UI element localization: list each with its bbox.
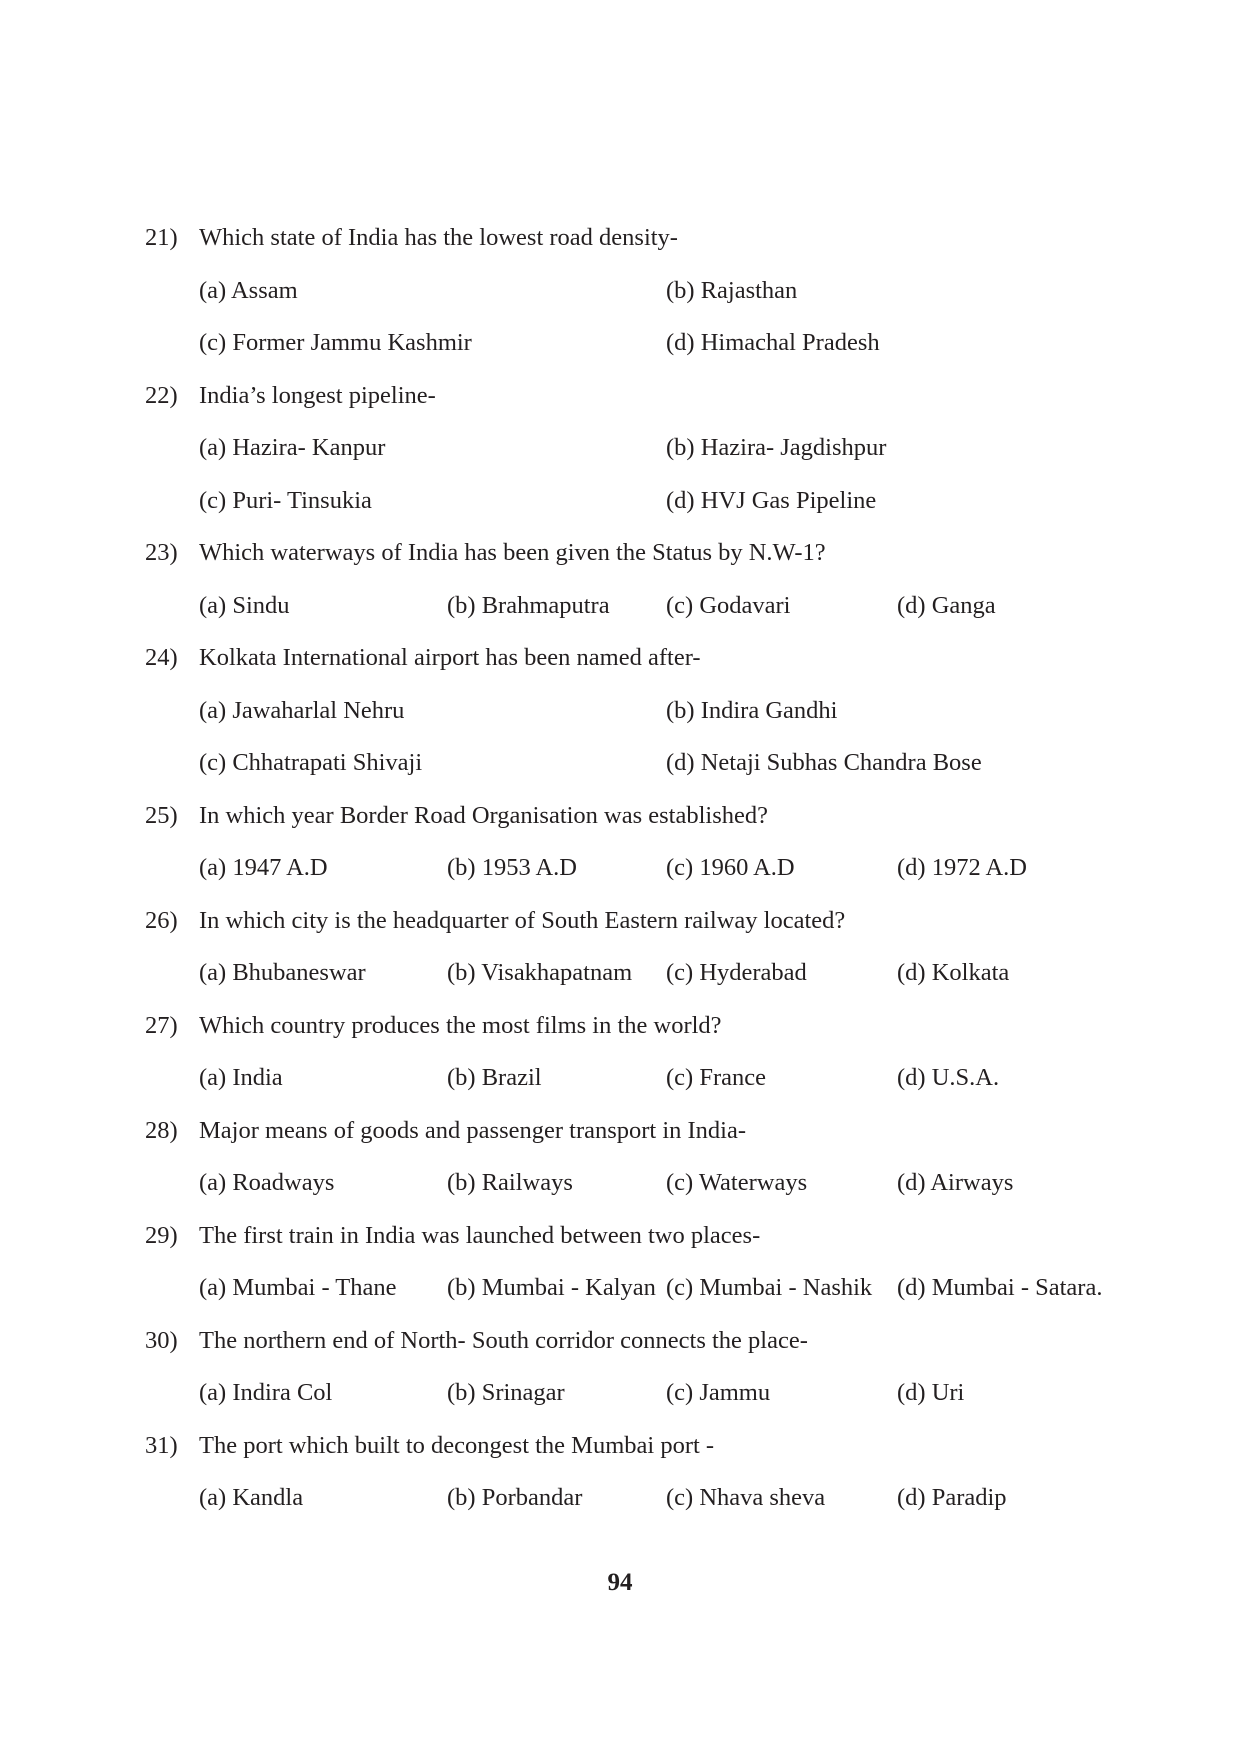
answer-option: (a) Assam <box>199 276 298 304</box>
question-number: 25) <box>145 801 178 829</box>
option-row <box>0 1375 1240 1411</box>
answer-option: (c) Chhatrapati Shivaji <box>199 749 423 776</box>
page-number: 94 <box>607 1569 633 1596</box>
answer-option: (b) Brahmaputra <box>447 591 610 619</box>
question-text: India’s longest pipeline- <box>199 381 436 409</box>
question-number: 27) <box>145 1011 178 1039</box>
answer-option: (a) Sindu <box>199 591 290 619</box>
answer-option: (d) Mumbai - Satara. <box>897 1274 1103 1301</box>
question-number: 24) <box>145 644 178 671</box>
answer-option: (d) Uri <box>897 1379 965 1406</box>
option-row <box>0 430 1240 466</box>
answer-option: (d) HVJ Gas Pipeline <box>666 486 877 514</box>
answer-option: (a) Hazira- Kanpur <box>199 434 386 461</box>
answer-option: (b) Railways <box>447 1169 573 1196</box>
answer-option: (a) India <box>199 1064 283 1091</box>
answer-option: (d) Netaji Subhas Chandra Bose <box>666 749 982 776</box>
option-row <box>0 483 1240 519</box>
answer-option: (b) Porbandar <box>447 1484 583 1511</box>
question-row <box>0 535 1240 571</box>
answer-option: (c) Waterways <box>666 1169 808 1196</box>
question-row <box>0 1218 1240 1254</box>
question-row <box>0 378 1240 414</box>
answer-option: (a) Roadways <box>199 1169 335 1196</box>
answer-option: (c) Mumbai - Nashik <box>666 1274 873 1301</box>
question-row <box>0 903 1240 939</box>
question-text: The first train in India was launched between two places- <box>199 1221 761 1249</box>
answer-option: (d) U.S.A. <box>897 1064 1000 1091</box>
answer-option: (b) Visakhapatnam <box>447 959 633 986</box>
option-row <box>0 1270 1240 1306</box>
option-row <box>0 955 1240 991</box>
answer-option: (c) Puri- Tinsukia <box>199 486 372 514</box>
answer-option: (a) Bhubaneswar <box>199 959 366 986</box>
question-number: 30) <box>145 1326 178 1354</box>
option-row <box>0 1165 1240 1201</box>
answer-option: (a) Mumbai - Thane <box>199 1274 397 1301</box>
question-text: The northern end of North- South corridor connects the place- <box>199 1326 808 1354</box>
answer-option: (c) 1960 A.D <box>666 854 795 881</box>
question-number: 29) <box>145 1221 178 1249</box>
answer-option: (b) Mumbai - Kalyan <box>447 1274 656 1301</box>
question-row <box>0 640 1240 676</box>
question-text: In which city is the headquarter of South Eastern railway located? <box>199 906 846 934</box>
question-number: 21) <box>145 224 178 251</box>
question-row <box>0 798 1240 834</box>
option-row <box>0 693 1240 729</box>
option-row <box>0 1480 1240 1516</box>
question-text: Major means of goods and passenger transport in India- <box>199 1116 747 1144</box>
answer-option: (c) Hyderabad <box>666 959 807 986</box>
question-text: Which state of India has the lowest road density- <box>199 224 678 251</box>
answer-option: (b) 1953 A.D <box>447 854 577 881</box>
answer-option: (b) Rajasthan <box>666 276 798 304</box>
question-number: 28) <box>145 1116 178 1144</box>
question-row <box>0 1323 1240 1359</box>
option-row <box>0 588 1240 624</box>
answer-option: (c) France <box>666 1064 766 1091</box>
question-row <box>0 1008 1240 1044</box>
answer-option: (a) 1947 A.D <box>199 854 328 881</box>
question-row <box>0 1428 1240 1464</box>
answer-option: (d) Paradip <box>897 1484 1007 1511</box>
question-number: 31) <box>145 1431 178 1459</box>
question-text: Which country produces the most films in the world? <box>199 1011 722 1039</box>
answer-option: (b) Brazil <box>447 1064 542 1091</box>
option-row <box>0 850 1240 886</box>
option-row <box>0 745 1240 781</box>
question-number: 23) <box>145 539 178 566</box>
question-text: Which waterways of India has been given the Status by N.W-1? <box>199 539 826 566</box>
question-text: Kolkata International airport has been named after- <box>199 644 701 671</box>
option-row <box>0 273 1240 309</box>
answer-option: (d) Airways <box>897 1169 1014 1196</box>
answer-option: (a) Jawaharlal Nehru <box>199 696 405 724</box>
answer-option: (d) Kolkata <box>897 959 1010 986</box>
option-row <box>0 325 1240 361</box>
answer-option: (a) Indira Col <box>199 1379 333 1406</box>
answer-option: (d) Himachal Pradesh <box>666 329 880 356</box>
answer-option: (b) Indira Gandhi <box>666 696 838 724</box>
answer-option: (c) Godavari <box>666 591 791 619</box>
answer-option: (d) Ganga <box>897 591 996 619</box>
option-row <box>0 1060 1240 1096</box>
answer-option: (b) Hazira- Jagdishpur <box>666 434 887 461</box>
question-number: 26) <box>145 906 178 934</box>
answer-option: (a) Kandla <box>199 1484 304 1511</box>
answer-option: (d) 1972 A.D <box>897 854 1027 881</box>
question-row <box>0 1113 1240 1149</box>
answer-option: (b) Srinagar <box>447 1379 565 1406</box>
question-text: The port which built to decongest the Mumbai port - <box>199 1431 715 1459</box>
question-text: In which year Border Road Organisation was established? <box>199 801 769 829</box>
answer-option: (c) Former Jammu Kashmir <box>199 329 472 356</box>
question-number: 22) <box>145 381 178 409</box>
question-row <box>0 220 1240 256</box>
answer-option: (c) Jammu <box>666 1379 771 1406</box>
answer-option: (c) Nhava sheva <box>666 1484 826 1511</box>
